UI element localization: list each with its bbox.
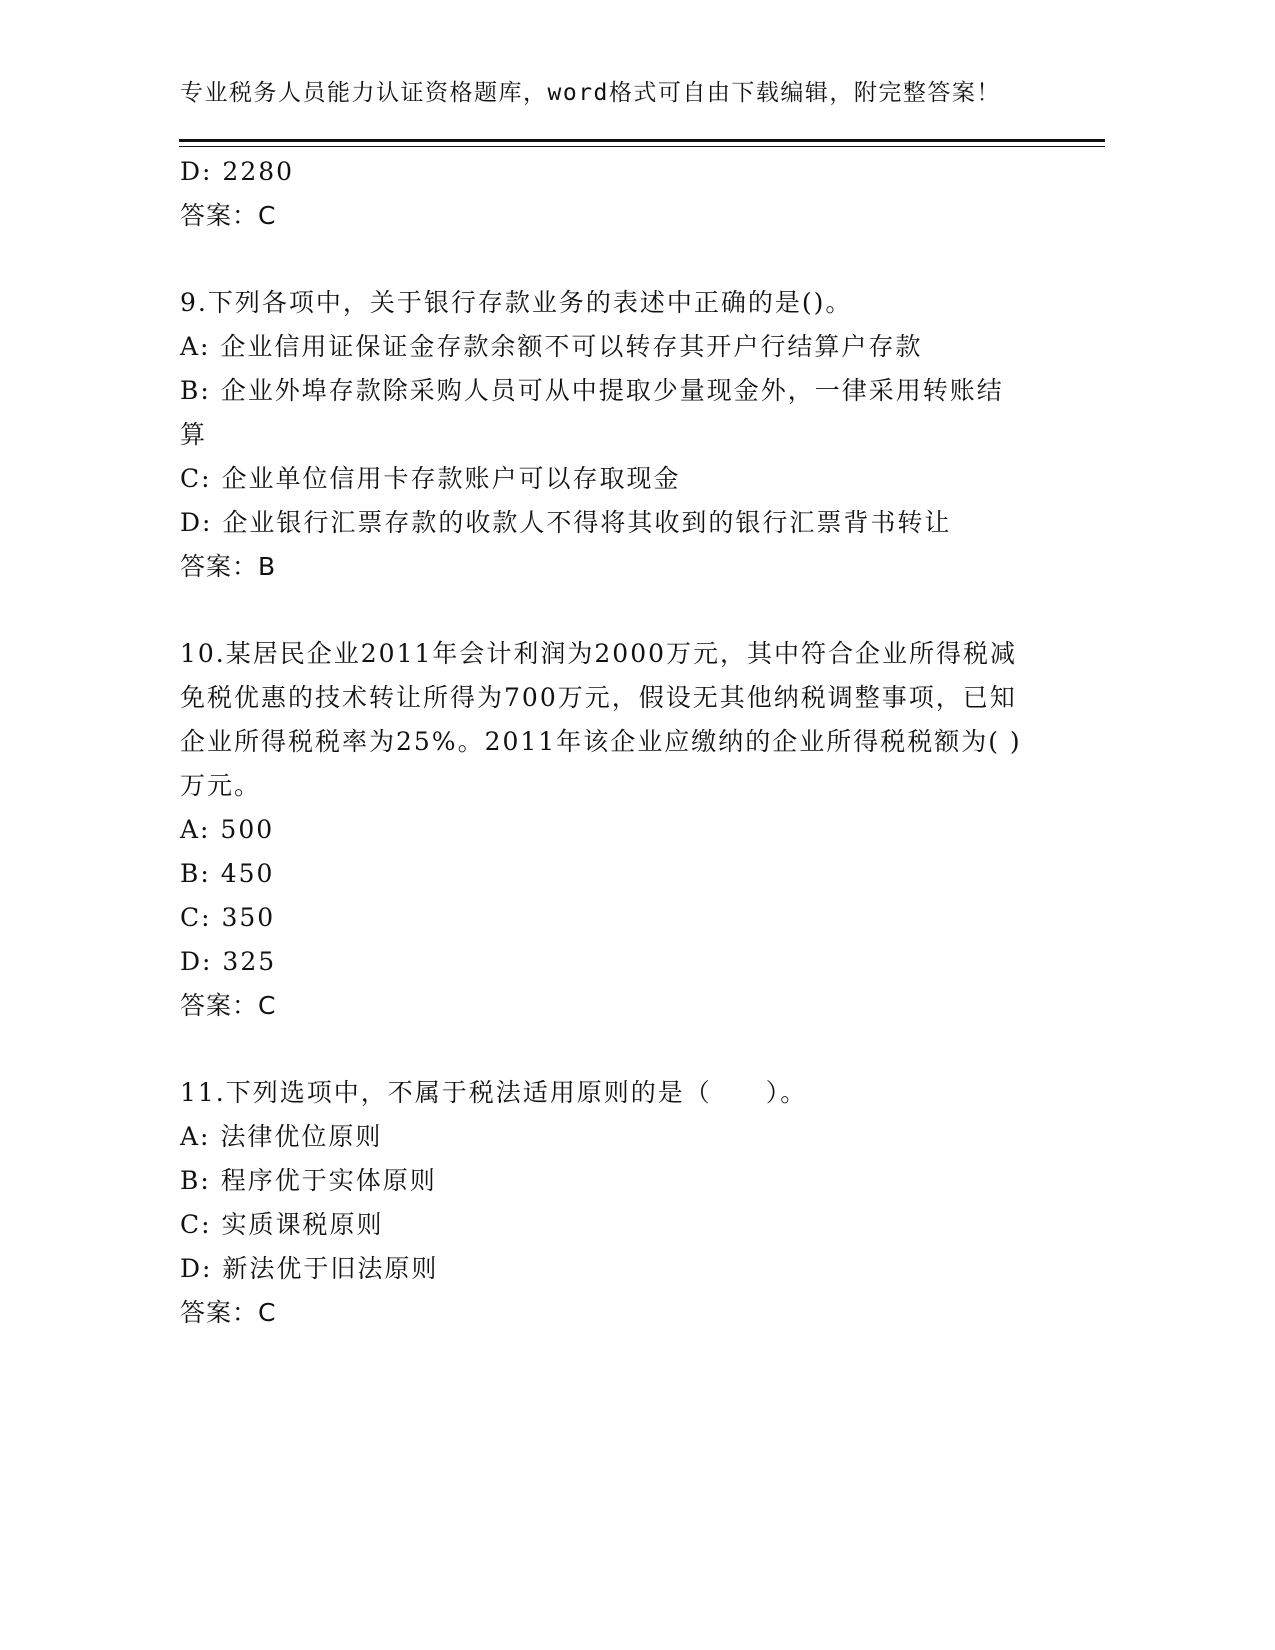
option-c: C: 实质课税原则 <box>180 1210 384 1239</box>
option-a: A: 500 <box>180 815 275 844</box>
answer: 答案：C <box>180 1298 277 1327</box>
option-d: D: 325 <box>180 947 277 976</box>
option-c: C: 企业单位信用卡存款账户可以存取现金 <box>180 464 681 493</box>
option-d: D: 新法优于旧法原则 <box>180 1254 439 1283</box>
option-d: D: 企业银行汇票存款的收款人不得将其收到的银行汇票背书转让 <box>180 508 952 537</box>
option-b: B: 企业外埠存款除采购人员可从中提取少量现金外，一律采用转账结算 <box>180 376 1004 449</box>
option-a: A: 企业信用证保证金存款余额不可以转存其开户行结算户存款 <box>180 332 923 361</box>
question-stem: 9.下列各项中，关于银行存款业务的表述中正确的是()。 <box>180 288 853 317</box>
option-d: D: 2280 <box>180 157 295 186</box>
option-c: C: 350 <box>180 903 276 932</box>
question-10 <box>180 632 1030 1028</box>
header-rule-thin <box>179 146 1105 147</box>
answer: 答案：C <box>180 201 277 230</box>
option-b: B: 450 <box>180 859 275 888</box>
question-stem: 10.某居民企业2011年会计利润为2000万元，其中符合企业所得税减免税优惠的技术转让所得为700万元，假设无其他纳税调整事项，已知企业所得税税率为25%。2011年该企业应缴纳的企业所得税税额为( )万元。 <box>180 639 1022 800</box>
answer: 答案：C <box>180 991 277 1020</box>
option-a: A: 法律优位原则 <box>180 1122 383 1151</box>
page-header: 专业税务人员能力认证资格题库，word格式可自由下载编辑，附完整答案！ <box>180 80 1001 106</box>
document-body <box>180 150 1030 1335</box>
option-b: B: 程序优于实体原则 <box>180 1166 437 1195</box>
previous-question-tail <box>180 150 1030 238</box>
question-9 <box>180 281 1030 589</box>
question-11 <box>180 1071 1030 1335</box>
answer: 答案：B <box>180 552 277 581</box>
header-rule-thick <box>179 139 1105 142</box>
question-stem: 11.下列选项中，不属于税法适用原则的是（ ）。 <box>180 1078 808 1107</box>
